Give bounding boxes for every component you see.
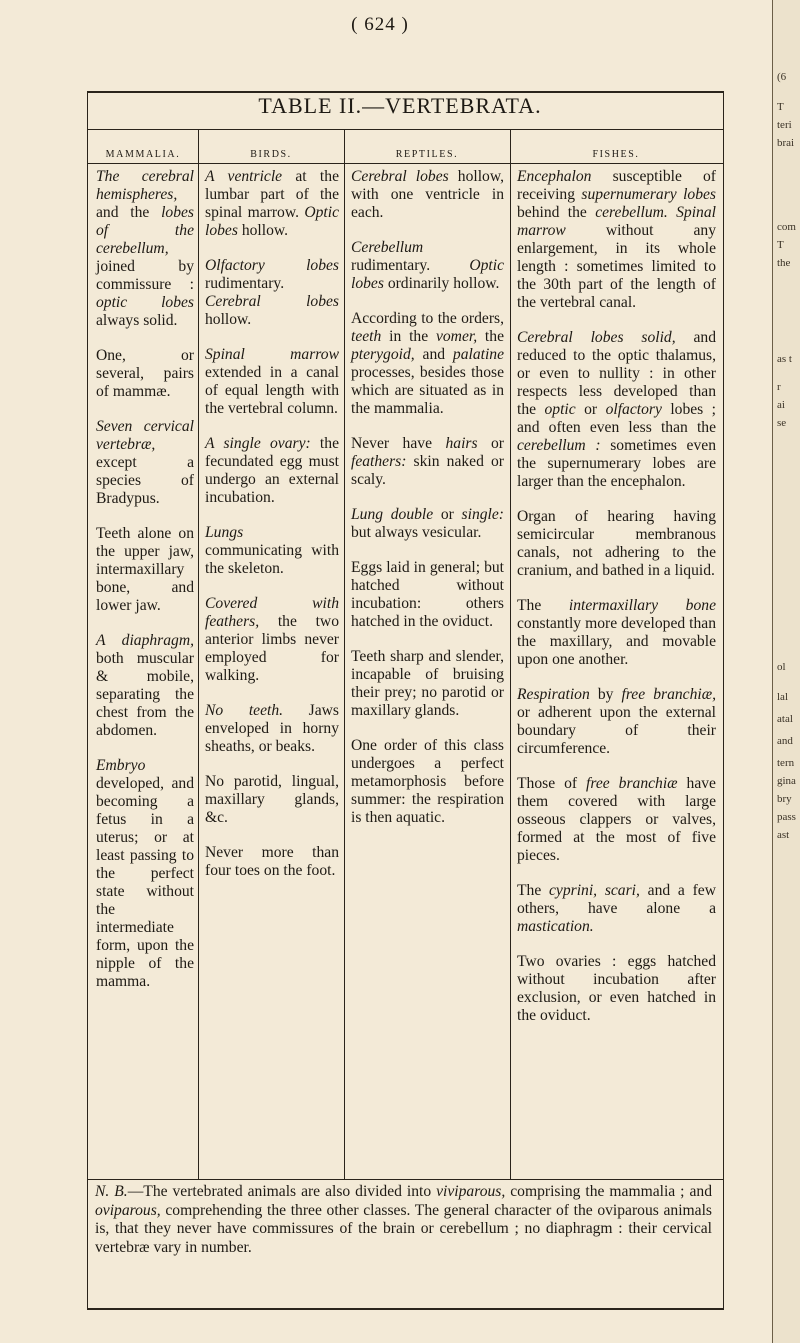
margin-fragment: teri: [777, 119, 792, 131]
margin-fragment: lal: [777, 691, 788, 703]
margin-fragment: pass: [777, 811, 796, 823]
table-cell-entry: Cerebral lobes solid, and reduced to the optic thalamus, or even to nullity : in other respects less developed than the optic or olfactory lobes ; and often even less than the cerebellum : sometimes even the supernumerary lobes are larger than the encephalon.: [517, 329, 717, 490]
table-cell-entry: A diaphragm, both muscular & mobile, separating the chest from the abdomen.: [96, 632, 194, 739]
header-rule: [87, 163, 724, 164]
table-cell-entry: Eggs laid in general; but hatched without incubation: others hatched in the oviduct.: [351, 559, 504, 630]
column-reptiles: [351, 168, 504, 827]
margin-fragment: (6: [777, 71, 787, 83]
margin-fragment: T: [777, 239, 784, 251]
margin-fragment: se: [777, 417, 787, 429]
table-cell-entry: Two ovaries : eggs hatched without incubation after exclusion, or even hatched in the oviduct.: [517, 953, 716, 1024]
table-cell-entry: No parotid, lingual, maxillary glands, &c.: [205, 773, 339, 826]
column-divider-3: [510, 130, 511, 1179]
margin-fragment: as t: [777, 353, 792, 365]
table-cell-entry: The cerebral hemispheres, and the lobes of the cerebellum, joined by commissure : optic lobes always solid.: [96, 168, 194, 329]
table-cell-entry: Encephalon susceptible of receiving supernumerary lobes behind the cerebellum. Spinal marrow without any enlargement, in its whole length : sometimes limited to the 30th part of the length of the vertebral canal.: [517, 168, 716, 311]
note-rule: [87, 1179, 724, 1180]
margin-fragment: ol: [777, 661, 786, 673]
margin-fragment: the: [777, 257, 791, 269]
margin-fragment: tern: [777, 757, 795, 769]
nota-bene: N. B.—The vertebrated animals are also divided into viviparous, comprising the mammalia ; and oviparous, comprehending the three other classes. The general character of the oviparous animals is, that they never have commissures of the brain or cerebellum ; no diaphragm : their cervical vertebræ vary in number.: [95, 1183, 712, 1256]
title-rule: [87, 129, 724, 130]
column-birds: [205, 168, 339, 880]
table-cell-entry: Embryo developed, and becoming a fetus in a uterus; or at least passing to the perfect state without the intermediate form, upon the nipple of the mamma.: [96, 757, 194, 990]
table-cell-entry: One order of this class undergoes a perfect metamorphosis before summer: the respiration is then aquatic.: [351, 737, 504, 826]
margin-fragment: r: [777, 381, 781, 393]
table-cell-entry: Never more than four toes on the foot.: [205, 844, 339, 879]
margin-fragment: ast: [777, 829, 790, 841]
column-header-mammalia: MAMMALIA.: [105, 149, 181, 160]
adjacent-page-edge: [772, 0, 800, 1343]
page-number: ( 624 ): [351, 14, 409, 35]
table-cell-entry: Olfactory lobes rudimentary. Cerebral lobes hollow.: [205, 257, 339, 328]
table-cell-entry: Teeth alone on the upper jaw, intermaxillary bone, and lower jaw.: [96, 525, 194, 614]
column-fishes: [517, 168, 716, 1025]
table-cell-entry: Covered with feathers, the two anterior limbs never employed for walking.: [205, 595, 339, 684]
margin-fragment: ai: [777, 399, 785, 411]
table-cell-entry: Organ of hearing having semicircular membranous canals, not adhering to the cranium, and bathed in a liquid.: [517, 508, 716, 579]
table-cell-entry: Never have hairs or feathers: skin naked or scaly.: [351, 435, 505, 488]
table-cell-entry: The cyprini, scari, and a few others, have alone a mastication.: [517, 882, 716, 935]
table-cell-entry: One, or several, pairs of mammæ.: [96, 347, 194, 400]
margin-fragment: atal: [777, 713, 793, 725]
table-cell-entry: Spinal marrow extended in a canal of equal length with the vertebral column.: [205, 346, 339, 417]
margin-fragment: gina: [777, 775, 796, 787]
table-cell-entry: Lung double or single: but always vesicular.: [351, 506, 504, 541]
table-cell-entry: Cerebellum rudimentary. Optic lobes ordinarily hollow.: [351, 239, 504, 292]
column-mammalia: [96, 168, 194, 991]
table-cell-entry: A single ovary: the fecundated egg must undergo an external incubation.: [205, 435, 339, 506]
table-cell-entry: The intermaxillary bone constantly more developed than the maxillary, and movable upon one another.: [517, 597, 716, 668]
table-cell-entry: Teeth sharp and slender, incapable of bruising their prey; no parotid or maxillary glands.: [351, 648, 504, 719]
column-header-birds: BIRDS.: [250, 149, 292, 160]
table-cell-entry: According to the orders, teeth in the vomer, the pterygoid, and palatine processes, besides those which are situated as in the mammalia.: [351, 310, 504, 417]
margin-fragment: com: [777, 221, 796, 233]
table-cell-entry: Cerebral lobes hollow, with one ventricle in each.: [351, 168, 504, 221]
column-header-reptiles: REPTILES.: [395, 149, 459, 160]
column-header-fishes: FISHES.: [592, 149, 640, 160]
table-bottom-rule: [87, 1308, 724, 1310]
table-cell-entry: Respiration by free branchiæ, or adherent upon the external boundary of their circumference.: [517, 686, 717, 757]
table-cell-entry: Lungs communicating with the skeleton.: [205, 524, 339, 577]
column-divider-1: [198, 130, 199, 1179]
table-cell-entry: No teeth. Jaws enveloped in horny sheaths, or beaks.: [205, 702, 339, 755]
margin-fragment: and: [777, 735, 793, 747]
table-cell-entry: Seven cervical vertebræ, except a species of Bradypus.: [96, 418, 194, 507]
margin-fragment: T: [777, 101, 784, 113]
column-divider-2: [344, 130, 345, 1179]
margin-fragment: brai: [777, 137, 795, 149]
table-title: TABLE II.—VERTEBRATA.: [258, 93, 542, 118]
table-cell-entry: A ventricle at the lumbar part of the spinal marrow. Optic lobes hollow.: [205, 168, 339, 239]
table-cell-entry: Those of free branchiæ have them covered with large osseous clappers or valves, formed at the most of five pieces.: [517, 775, 716, 864]
margin-fragment: bry: [777, 793, 792, 805]
